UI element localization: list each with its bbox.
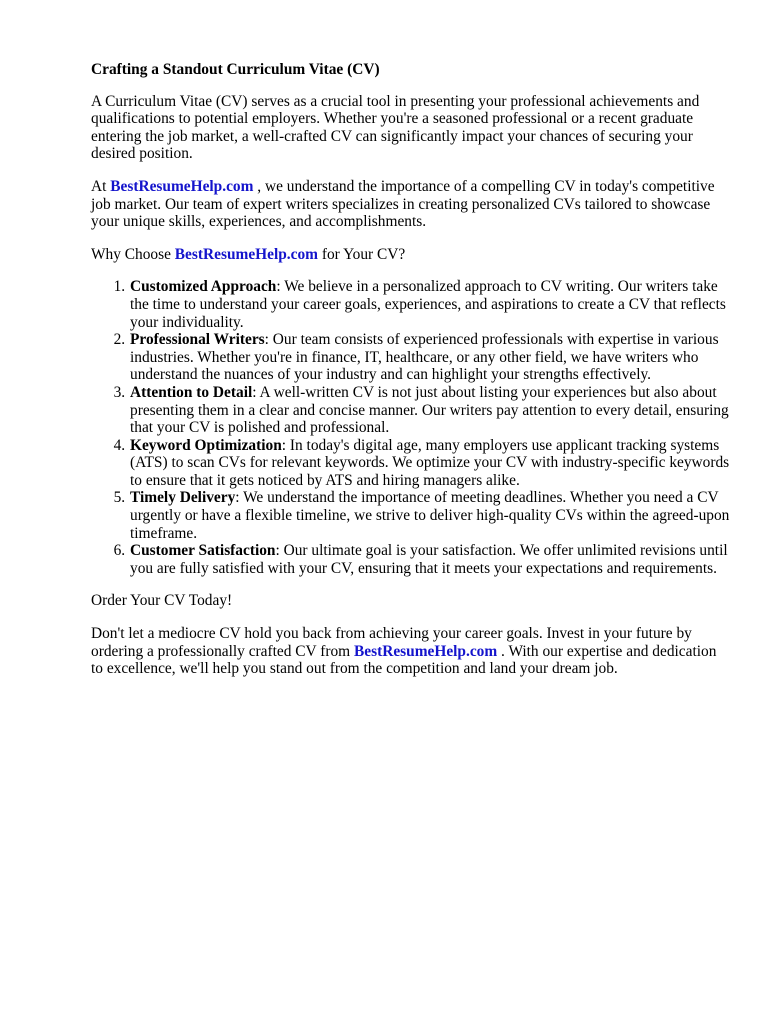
why-prefix: Why Choose [91, 245, 175, 263]
bestresumehelp-link[interactable]: BestResumeHelp.com [174, 245, 318, 263]
reason-text: : We believe in a personalized approach to CV writing. Our writers take the time to understand your career goals, experiences, and aspirations to create a CV that reflects your individuality. [130, 278, 726, 331]
bestresumehelp-link[interactable]: BestResumeHelp.com [110, 177, 254, 195]
closing-prefix: Don't let a mediocre CV hold you back from achieving your career goals. Invest in your future by ordering a professionally crafted CV from [91, 625, 692, 660]
list-item [129, 384, 731, 437]
list-item [129, 542, 731, 577]
bestresumehelp-link[interactable]: BestResumeHelp.com [354, 642, 498, 660]
intro-paragraph: A Curriculum Vitae (CV) serves as a crucial tool in presenting your professional achievements and qualifications to potential employers. Whether you're a seasoned professional or a recent graduate entering the job market, a well-crafted CV can significantly impact your chances of securing your desired position. [91, 92, 700, 163]
list-item [129, 331, 731, 384]
closing-paragraph [91, 625, 731, 678]
document-title: Crafting a Standout Curriculum Vitae (CV) [91, 61, 380, 78]
reason-title: Timely Delivery [130, 489, 236, 507]
list-item [129, 278, 731, 331]
reason-text: : A well-written CV is not just about listing your experiences but also about presenting them in a clear and concise manner. Our writers pay attention to every detail, ensuring that your CV is polished and professional. [130, 383, 729, 437]
reason-text: : In today's digital age, many employers use applicant tracking systems (ATS) to scan CVs for relevant keywords. We optimize your CV with industry-specific keywords to ensure that it gets noticed by ATS and hiring managers alike. [130, 436, 730, 489]
list-item [129, 437, 731, 490]
reason-title: Customer Satisfaction [130, 542, 276, 560]
reason-title: Keyword Optimization [130, 436, 282, 454]
reason-text: : Our ultimate goal is your satisfaction. We offer unlimited revisions until you are fully satisfied with your CV, ensuring that it meets your expectations and requirements. [130, 542, 728, 577]
why-choose-heading [91, 246, 731, 264]
about-prefix: At [91, 177, 111, 195]
about-paragraph [91, 178, 731, 231]
reason-text: : Our team consists of experienced professionals with expertise in various industries. Whether you're in finance, IT, healthcare, or any other field, we have writers who understand the nuances of your industry and can highlight your strengths effectively. [130, 331, 719, 384]
document-body [91, 61, 731, 693]
reason-title: Customized Approach [130, 278, 277, 296]
closing-suffix: . With our expertise and dedication to excellence, we'll help you stand out from the competition and land your dream job. [91, 642, 717, 678]
list-item [129, 489, 731, 542]
about-suffix: , we understand the importance of a compelling CV in today's competitive job market. Our team of expert writers specializes in creating personalized CVs tailored to showcase your unique skills, experiences, and accomplishments. [91, 177, 715, 231]
reason-text: : We understand the importance of meeting deadlines. Whether you need a CV urgently or have a flexible timeline, we strive to deliver high-quality CVs within the agreed-upon timeframe. [130, 489, 730, 542]
why-suffix: for Your CV? [318, 245, 406, 263]
order-heading: Order Your CV Today! [91, 592, 233, 610]
reasons-list [91, 278, 731, 577]
reason-title: Attention to Detail [130, 383, 253, 401]
reason-title: Professional Writers [130, 331, 265, 349]
